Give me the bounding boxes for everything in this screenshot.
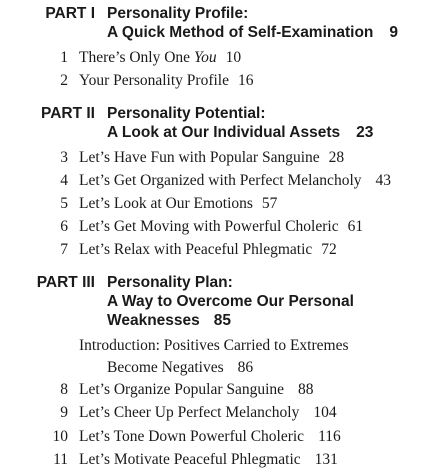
part-page-number: 9: [389, 24, 399, 41]
part-label: PART III: [36, 274, 95, 291]
part-title-text: A Quick Method of Self-Examination: [107, 24, 374, 41]
chapter-number: 10: [52, 428, 68, 445]
chapter-number: 3: [60, 149, 68, 166]
chapter-page-number: 57: [261, 195, 278, 212]
part-1-heading[interactable]: [0, 4, 429, 44]
chapter-number: 8: [60, 381, 68, 398]
chapter-title-text: Let’s Organize Popular Sanguine: [79, 381, 285, 398]
chapter-title-text: Let’s Tone Down Powerful Choleric: [79, 428, 305, 445]
part-label: PART I: [45, 5, 95, 22]
part-title-text: A Look at Our Individual Assets: [107, 124, 341, 141]
part-3-heading[interactable]: [0, 273, 429, 333]
chapter-number: 9: [60, 404, 68, 421]
chapter-page-number: 131: [314, 451, 338, 468]
part-label: PART II: [41, 105, 95, 122]
part-title-line: Personality Profile:: [107, 5, 249, 22]
chapter-title: [79, 427, 341, 446]
chapter-page-number: 43: [375, 172, 391, 189]
chapter-title: [79, 450, 338, 469]
chapter-title-text: Your Personality Profile: [79, 72, 229, 89]
chapter-title: [79, 171, 391, 190]
chapter-2-entry[interactable]: [0, 71, 429, 91]
chapter-number: 2: [60, 72, 68, 89]
chapter-page-number: 28: [328, 149, 345, 166]
chapter-title: [79, 217, 363, 236]
chapter-title-text: Let’s Cheer Up Perfect Melancholy: [79, 404, 300, 421]
introduction-title-line: Introduction: Positives Carried to Extremes: [79, 337, 349, 354]
chapter-number: 7: [60, 241, 68, 258]
chapter-number: 11: [53, 451, 68, 468]
chapter-page-number: 16: [237, 72, 254, 89]
chapter-title: [79, 380, 314, 399]
introduction-title-line: [79, 358, 348, 378]
introduction-entry[interactable]: [79, 336, 348, 378]
chapter-title-text: Let’s Relax with Peaceful Phlegmatic: [79, 241, 313, 258]
chapter-page-number: 72: [321, 241, 337, 258]
chapter-number: 1: [60, 49, 68, 66]
chapter-title: [79, 71, 253, 90]
chapter-number: 6: [60, 218, 68, 235]
chapter-title-emphasis: You: [193, 49, 217, 66]
chapter-title: [79, 403, 337, 422]
chapter-page-number: 88: [298, 381, 314, 398]
chapter-page-number: 104: [313, 404, 337, 421]
part-title-line: Personality Potential:: [107, 105, 266, 122]
chapter-title: [79, 48, 241, 67]
part-page-number: 85: [213, 312, 232, 329]
chapter-page-number: 61: [347, 218, 364, 235]
chapter-number: 5: [60, 195, 68, 212]
part-title-line: [107, 311, 231, 330]
introduction-title-text: Become Negatives: [107, 359, 224, 376]
part-title-text: Weaknesses: [107, 312, 200, 329]
chapter-number: 4: [60, 172, 68, 189]
chapter-title-text: Let’s Look at Our Emotions: [79, 195, 253, 212]
part-2-heading[interactable]: [0, 104, 429, 144]
chapter-1-entry[interactable]: [0, 48, 429, 68]
chapter-page-number: 116: [318, 428, 341, 445]
part-title-line: [107, 123, 373, 142]
chapter-title-text: There’s Only One: [79, 49, 194, 66]
chapter-title: [79, 194, 277, 213]
chapter-title-text: Let’s Get Organized with Perfect Melancholy: [79, 172, 362, 189]
chapter-title-text: Let’s Motivate Peaceful Phlegmatic: [79, 451, 301, 468]
part-page-number: 23: [356, 124, 374, 141]
part-title-line: A Way to Overcome Our Personal: [107, 293, 354, 310]
introduction-page-number: 86: [237, 359, 254, 376]
chapter-page-number: 10: [225, 49, 242, 66]
chapter-title-text: Let’s Get Moving with Powerful Choleric: [79, 218, 339, 235]
part-title-line: Personality Plan:: [107, 274, 233, 291]
chapter-title: [79, 148, 344, 167]
part-title-line: [107, 23, 398, 42]
chapter-title-text: Let’s Have Fun with Popular Sanguine: [79, 149, 320, 166]
chapter-title: [79, 240, 337, 259]
